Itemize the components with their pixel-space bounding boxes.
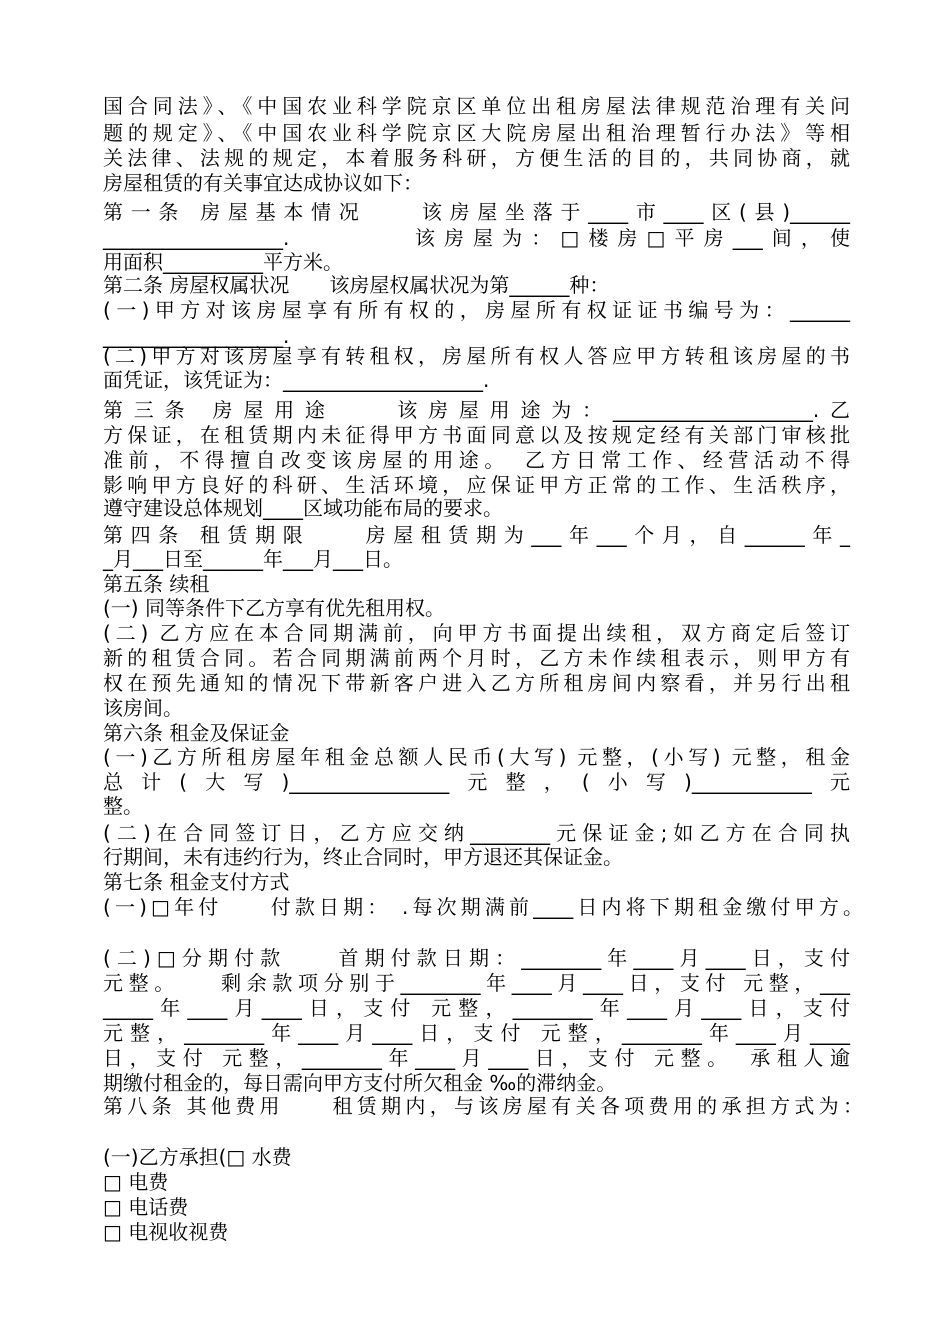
document-line: (一)甲方对该房屋享有所有权的，房屋所有权证证书编号为：______ (103, 298, 850, 322)
document-line: □ 电费 (103, 1170, 169, 1194)
document-line: 第五条 续租 (103, 572, 210, 596)
document-line: 面凭证，该凭证为：____________________. (103, 368, 490, 392)
document-line: 日，支付 元整，________年____月____日，支付 元整。 承租人逾 (103, 1046, 850, 1070)
document-line: 第一条 房屋基本情况 该房屋坐落于____市____区(县)______ (103, 200, 850, 224)
document-line: 用面积__________平方米。 (103, 250, 343, 274)
document-line: (二)在合同签订日，乙方应交纳________元保证金;如乙方在合同执 (103, 821, 850, 845)
document-line: 行期间，未有违约行为，终止合同时，甲方退还其保证金。 (103, 845, 623, 869)
document-line: 权在预先通知的情况下带新客户进入乙方所租房间内察看，并另行出租 (103, 671, 850, 695)
document-line: 整。 (103, 794, 143, 818)
document-line: 期缴付租金的，每日需向甲方支付所欠租金 ‰的滞纳金。 (103, 1071, 617, 1095)
document-line: (二)甲方对该房屋享有转租权，房屋所有权人答应甲方转租该房屋的书 (103, 344, 850, 368)
document-line: 元整，________年____月____日，支付 元整，________年____月____ (103, 1021, 850, 1045)
document-line: (二) 乙方应在本合同期满前，向甲方书面提出续租，双方商定后签订 (103, 621, 850, 645)
document-line: 题的规定》、《中国农业科学院京区大院房屋出租治理暂行办法》等相 (103, 121, 850, 145)
document-line: _月___日至______年___月___日。 (103, 547, 403, 571)
document-line: 第三条 房屋用途 该房屋用途为：____________________.乙 (103, 398, 850, 422)
document-line: 新的租赁合同。若合同期满前两个月时，乙方未作续租表示，则甲方有 (103, 646, 850, 670)
document-line: (一) 同等条件下乙方享有优先租用权。 (103, 596, 445, 620)
document-line: 影响甲方良好的科研、生活环境，应保证甲方正常的工作、生活秩序， (103, 473, 850, 497)
document-line: 关法律、法规的规定，本着服务科研，方便生活的目的，共同协商，就 (103, 146, 850, 170)
document-line: 遵守建设总体规划____区域功能布局的要求。 (103, 496, 503, 520)
document-line: 第八条 其他费用 租赁期内，与该房屋有关各项费用的承担方式为： (103, 1094, 863, 1118)
document-line: _____年____月____日，支付 元整，________年____月____日，支付 (103, 996, 850, 1020)
document-line: __________________. (103, 324, 290, 348)
document-line: 第二条 房屋权属状况 该房屋权属状况为第______种： (103, 273, 610, 297)
document-line: 国合同法》、《中国农业科学院京区单位出租房屋法律规范治理有关问 (103, 94, 850, 118)
document-line: 第四条 租赁期限 房屋租赁期为___年___个月，自______年_ (103, 523, 850, 547)
document-line: 总计(大写)________________元整，(小写)____________元 (103, 770, 850, 794)
document-line: (二)□分期付款 首期付款日期：________年____月____日，支付 (103, 946, 850, 970)
document-line: 准前，不得擅自改变该房屋的用途。 乙方日常工作、经营活动不得 (103, 448, 850, 472)
document-line: (一)乙方承担(□ 水费 (103, 1145, 292, 1169)
document-line: 房屋租赁的有关事宜达成协议如下： (103, 171, 423, 195)
document-line: 方保证，在租赁期内未征得甲方书面同意以及按规定经有关部门审核批 (103, 423, 850, 447)
document-line: □ 电视收视费 (103, 1220, 229, 1244)
document-line: 元整。 剩余款项分别于________年____月____日，支付 元整，___ (103, 971, 850, 995)
document-line: □ 电话费 (103, 1195, 189, 1219)
document-line: (一)□年付 付款日期： .每次期满前____日内将下期租金缴付甲方。 (103, 895, 863, 919)
document-line: 第七条 租金支付方式 (103, 870, 290, 894)
document-line: 该房间。 (103, 696, 183, 720)
document-line: (一)乙方所租房屋年租金总额人民币(大写) 元整，(小写) 元整，租金 (103, 745, 850, 769)
document-line: 第六条 租金及保证金 (103, 721, 290, 745)
document-line: __________________. 该房屋为：□楼房□平房___间，使 (103, 226, 850, 250)
